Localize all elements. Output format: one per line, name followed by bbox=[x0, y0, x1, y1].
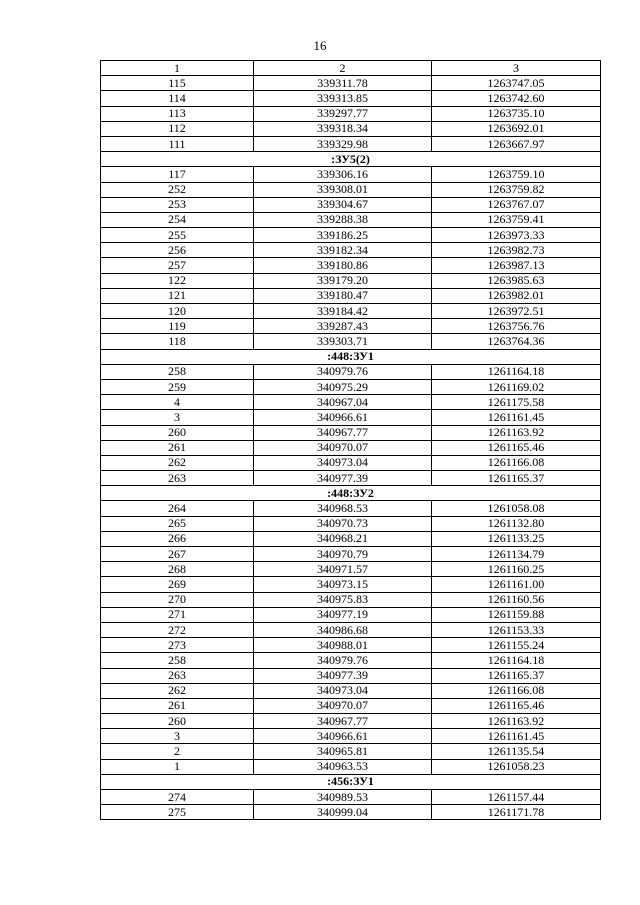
header-cell-x: 2 bbox=[254, 61, 432, 76]
y-coordinate-cell: 1263767.07 bbox=[432, 197, 601, 212]
x-coordinate-cell: 339287.43 bbox=[254, 319, 432, 334]
table-row bbox=[101, 379, 601, 394]
point-number-cell: 270 bbox=[101, 592, 254, 607]
table-row bbox=[101, 273, 601, 288]
x-coordinate-cell: 340973.04 bbox=[254, 455, 432, 470]
point-number-cell: 1 bbox=[101, 759, 254, 774]
table-header-row bbox=[101, 61, 601, 76]
section-label: :ЗУ5(2) bbox=[101, 152, 601, 167]
y-coordinate-cell: 1261058.08 bbox=[432, 501, 601, 516]
x-coordinate-cell: 339179.20 bbox=[254, 273, 432, 288]
point-number-cell: 260 bbox=[101, 425, 254, 440]
x-coordinate-cell: 340963.53 bbox=[254, 759, 432, 774]
x-coordinate-cell: 340970.73 bbox=[254, 516, 432, 531]
header-cell-y: 3 bbox=[432, 61, 601, 76]
x-coordinate-cell: 340966.61 bbox=[254, 410, 432, 425]
y-coordinate-cell: 1261164.18 bbox=[432, 653, 601, 668]
x-coordinate-cell: 340977.19 bbox=[254, 607, 432, 622]
table-row bbox=[101, 744, 601, 759]
point-number-cell: 252 bbox=[101, 182, 254, 197]
point-number-cell: 256 bbox=[101, 243, 254, 258]
table-row bbox=[101, 729, 601, 744]
x-coordinate-cell: 339311.78 bbox=[254, 76, 432, 91]
section-row bbox=[101, 486, 601, 501]
y-coordinate-cell: 1261135.54 bbox=[432, 744, 601, 759]
table-row bbox=[101, 653, 601, 668]
point-number-cell: 268 bbox=[101, 562, 254, 577]
y-coordinate-cell: 1261164.18 bbox=[432, 364, 601, 379]
point-number-cell: 112 bbox=[101, 121, 254, 136]
table-row bbox=[101, 334, 601, 349]
table-row bbox=[101, 212, 601, 227]
section-label: :448:ЗУ1 bbox=[101, 349, 601, 364]
x-coordinate-cell: 339180.47 bbox=[254, 288, 432, 303]
table-row bbox=[101, 668, 601, 683]
point-number-cell: 257 bbox=[101, 258, 254, 273]
point-number-cell: 118 bbox=[101, 334, 254, 349]
x-coordinate-cell: 340970.07 bbox=[254, 440, 432, 455]
point-number-cell: 3 bbox=[101, 729, 254, 744]
x-coordinate-cell: 340989.53 bbox=[254, 790, 432, 805]
point-number-cell: 267 bbox=[101, 547, 254, 562]
y-coordinate-cell: 1263764.36 bbox=[432, 334, 601, 349]
y-coordinate-cell: 1261160.56 bbox=[432, 592, 601, 607]
x-coordinate-cell: 339308.01 bbox=[254, 182, 432, 197]
x-coordinate-cell: 339313.85 bbox=[254, 91, 432, 106]
y-coordinate-cell: 1261163.92 bbox=[432, 425, 601, 440]
x-coordinate-cell: 339303.71 bbox=[254, 334, 432, 349]
y-coordinate-cell: 1261161.00 bbox=[432, 577, 601, 592]
table-row bbox=[101, 455, 601, 470]
table-row bbox=[101, 547, 601, 562]
point-number-cell: 274 bbox=[101, 790, 254, 805]
header-cell-point: 1 bbox=[101, 61, 254, 76]
table-row bbox=[101, 790, 601, 805]
point-number-cell: 262 bbox=[101, 455, 254, 470]
table-row bbox=[101, 136, 601, 151]
point-number-cell: 117 bbox=[101, 167, 254, 182]
point-number-cell: 258 bbox=[101, 364, 254, 379]
x-coordinate-cell: 339306.16 bbox=[254, 167, 432, 182]
point-number-cell: 115 bbox=[101, 76, 254, 91]
x-coordinate-cell: 340965.81 bbox=[254, 744, 432, 759]
x-coordinate-cell: 340967.77 bbox=[254, 714, 432, 729]
table-row bbox=[101, 182, 601, 197]
point-number-cell: 253 bbox=[101, 197, 254, 212]
x-coordinate-cell: 339318.34 bbox=[254, 121, 432, 136]
y-coordinate-cell: 1263982.73 bbox=[432, 243, 601, 258]
table-row bbox=[101, 531, 601, 546]
y-coordinate-cell: 1261169.02 bbox=[432, 379, 601, 394]
y-coordinate-cell: 1263759.82 bbox=[432, 182, 601, 197]
table-row bbox=[101, 471, 601, 486]
y-coordinate-cell: 1263759.10 bbox=[432, 167, 601, 182]
point-number-cell: 2 bbox=[101, 744, 254, 759]
table-row bbox=[101, 592, 601, 607]
point-number-cell: 260 bbox=[101, 714, 254, 729]
x-coordinate-cell: 339180.86 bbox=[254, 258, 432, 273]
x-coordinate-cell: 340970.79 bbox=[254, 547, 432, 562]
table-row bbox=[101, 319, 601, 334]
table-row bbox=[101, 425, 601, 440]
table-row bbox=[101, 440, 601, 455]
point-number-cell: 272 bbox=[101, 622, 254, 637]
table-row bbox=[101, 197, 601, 212]
y-coordinate-cell: 1261166.08 bbox=[432, 455, 601, 470]
y-coordinate-cell: 1263973.33 bbox=[432, 228, 601, 243]
y-coordinate-cell: 1261171.78 bbox=[432, 805, 601, 820]
section-label: :448:ЗУ2 bbox=[101, 486, 601, 501]
table-row bbox=[101, 714, 601, 729]
x-coordinate-cell: 340971.57 bbox=[254, 562, 432, 577]
y-coordinate-cell: 1261161.45 bbox=[432, 729, 601, 744]
y-coordinate-cell: 1261134.79 bbox=[432, 547, 601, 562]
point-number-cell: 266 bbox=[101, 531, 254, 546]
table-row bbox=[101, 288, 601, 303]
y-coordinate-cell: 1263759.41 bbox=[432, 212, 601, 227]
point-number-cell: 111 bbox=[101, 136, 254, 151]
x-coordinate-cell: 340986.68 bbox=[254, 622, 432, 637]
point-number-cell: 273 bbox=[101, 638, 254, 653]
section-row bbox=[101, 774, 601, 789]
y-coordinate-cell: 1261163.92 bbox=[432, 714, 601, 729]
x-coordinate-cell: 339288.38 bbox=[254, 212, 432, 227]
y-coordinate-cell: 1261133.25 bbox=[432, 531, 601, 546]
x-coordinate-cell: 339329.98 bbox=[254, 136, 432, 151]
table-row bbox=[101, 683, 601, 698]
section-row bbox=[101, 349, 601, 364]
y-coordinate-cell: 1263692.01 bbox=[432, 121, 601, 136]
y-coordinate-cell: 1263742.60 bbox=[432, 91, 601, 106]
x-coordinate-cell: 340977.39 bbox=[254, 471, 432, 486]
y-coordinate-cell: 1261165.37 bbox=[432, 668, 601, 683]
x-coordinate-cell: 340968.21 bbox=[254, 531, 432, 546]
table-row bbox=[101, 759, 601, 774]
x-coordinate-cell: 339182.34 bbox=[254, 243, 432, 258]
table-row bbox=[101, 410, 601, 425]
x-coordinate-cell: 340968.53 bbox=[254, 501, 432, 516]
y-coordinate-cell: 1261165.37 bbox=[432, 471, 601, 486]
x-coordinate-cell: 339297.77 bbox=[254, 106, 432, 121]
section-label: :456:ЗУ1 bbox=[101, 774, 601, 789]
table-row bbox=[101, 228, 601, 243]
table-row bbox=[101, 501, 601, 516]
point-number-cell: 262 bbox=[101, 683, 254, 698]
x-coordinate-cell: 340999.04 bbox=[254, 805, 432, 820]
table-row bbox=[101, 106, 601, 121]
table-row bbox=[101, 805, 601, 820]
table-row bbox=[101, 577, 601, 592]
point-number-cell: 261 bbox=[101, 698, 254, 713]
point-number-cell: 114 bbox=[101, 91, 254, 106]
point-number-cell: 122 bbox=[101, 273, 254, 288]
y-coordinate-cell: 1263756.76 bbox=[432, 319, 601, 334]
x-coordinate-cell: 340979.76 bbox=[254, 364, 432, 379]
x-coordinate-cell: 340988.01 bbox=[254, 638, 432, 653]
y-coordinate-cell: 1263667.97 bbox=[432, 136, 601, 151]
point-number-cell: 254 bbox=[101, 212, 254, 227]
x-coordinate-cell: 339186.25 bbox=[254, 228, 432, 243]
y-coordinate-cell: 1261166.08 bbox=[432, 683, 601, 698]
point-number-cell: 3 bbox=[101, 410, 254, 425]
y-coordinate-cell: 1261165.46 bbox=[432, 698, 601, 713]
point-number-cell: 263 bbox=[101, 471, 254, 486]
table-row bbox=[101, 638, 601, 653]
point-number-cell: 120 bbox=[101, 304, 254, 319]
table-row bbox=[101, 76, 601, 91]
y-coordinate-cell: 1261160.25 bbox=[432, 562, 601, 577]
x-coordinate-cell: 340967.04 bbox=[254, 395, 432, 410]
x-coordinate-cell: 340973.15 bbox=[254, 577, 432, 592]
y-coordinate-cell: 1263747.05 bbox=[432, 76, 601, 91]
page-number: 16 bbox=[313, 38, 327, 53]
x-coordinate-cell: 340967.77 bbox=[254, 425, 432, 440]
table-row bbox=[101, 516, 601, 531]
y-coordinate-cell: 1261132.80 bbox=[432, 516, 601, 531]
y-coordinate-cell: 1261159.88 bbox=[432, 607, 601, 622]
x-coordinate-cell: 340970.07 bbox=[254, 698, 432, 713]
x-coordinate-cell: 340979.76 bbox=[254, 653, 432, 668]
point-number-cell: 4 bbox=[101, 395, 254, 410]
table-row bbox=[101, 562, 601, 577]
y-coordinate-cell: 1261153.33 bbox=[432, 622, 601, 637]
point-number-cell: 271 bbox=[101, 607, 254, 622]
y-coordinate-cell: 1263987.13 bbox=[432, 258, 601, 273]
x-coordinate-cell: 340966.61 bbox=[254, 729, 432, 744]
x-coordinate-cell: 340975.83 bbox=[254, 592, 432, 607]
y-coordinate-cell: 1263982.01 bbox=[432, 288, 601, 303]
point-number-cell: 263 bbox=[101, 668, 254, 683]
point-number-cell: 275 bbox=[101, 805, 254, 820]
point-number-cell: 269 bbox=[101, 577, 254, 592]
table-row bbox=[101, 167, 601, 182]
point-number-cell: 261 bbox=[101, 440, 254, 455]
point-number-cell: 113 bbox=[101, 106, 254, 121]
y-coordinate-cell: 1261058.23 bbox=[432, 759, 601, 774]
table-row bbox=[101, 622, 601, 637]
point-number-cell: 258 bbox=[101, 653, 254, 668]
table-row bbox=[101, 243, 601, 258]
table-row bbox=[101, 364, 601, 379]
point-number-cell: 265 bbox=[101, 516, 254, 531]
table-body bbox=[101, 76, 601, 820]
y-coordinate-cell: 1261161.45 bbox=[432, 410, 601, 425]
point-number-cell: 255 bbox=[101, 228, 254, 243]
table-row bbox=[101, 607, 601, 622]
table-row bbox=[101, 395, 601, 410]
table-row bbox=[101, 258, 601, 273]
x-coordinate-cell: 339184.42 bbox=[254, 304, 432, 319]
x-coordinate-cell: 339304.67 bbox=[254, 197, 432, 212]
point-number-cell: 119 bbox=[101, 319, 254, 334]
table-row bbox=[101, 698, 601, 713]
y-coordinate-cell: 1261155.24 bbox=[432, 638, 601, 653]
y-coordinate-cell: 1263972.51 bbox=[432, 304, 601, 319]
y-coordinate-cell: 1261175.58 bbox=[432, 395, 601, 410]
y-coordinate-cell: 1261157.44 bbox=[432, 790, 601, 805]
table-row bbox=[101, 91, 601, 106]
section-row bbox=[101, 152, 601, 167]
coordinates-table bbox=[100, 60, 601, 820]
point-number-cell: 264 bbox=[101, 501, 254, 516]
point-number-cell: 259 bbox=[101, 379, 254, 394]
point-number-cell: 121 bbox=[101, 288, 254, 303]
y-coordinate-cell: 1263985.63 bbox=[432, 273, 601, 288]
table-row bbox=[101, 304, 601, 319]
table-row bbox=[101, 121, 601, 136]
x-coordinate-cell: 340977.39 bbox=[254, 668, 432, 683]
x-coordinate-cell: 340975.29 bbox=[254, 379, 432, 394]
y-coordinate-cell: 1261165.46 bbox=[432, 440, 601, 455]
x-coordinate-cell: 340973.04 bbox=[254, 683, 432, 698]
y-coordinate-cell: 1263735.10 bbox=[432, 106, 601, 121]
